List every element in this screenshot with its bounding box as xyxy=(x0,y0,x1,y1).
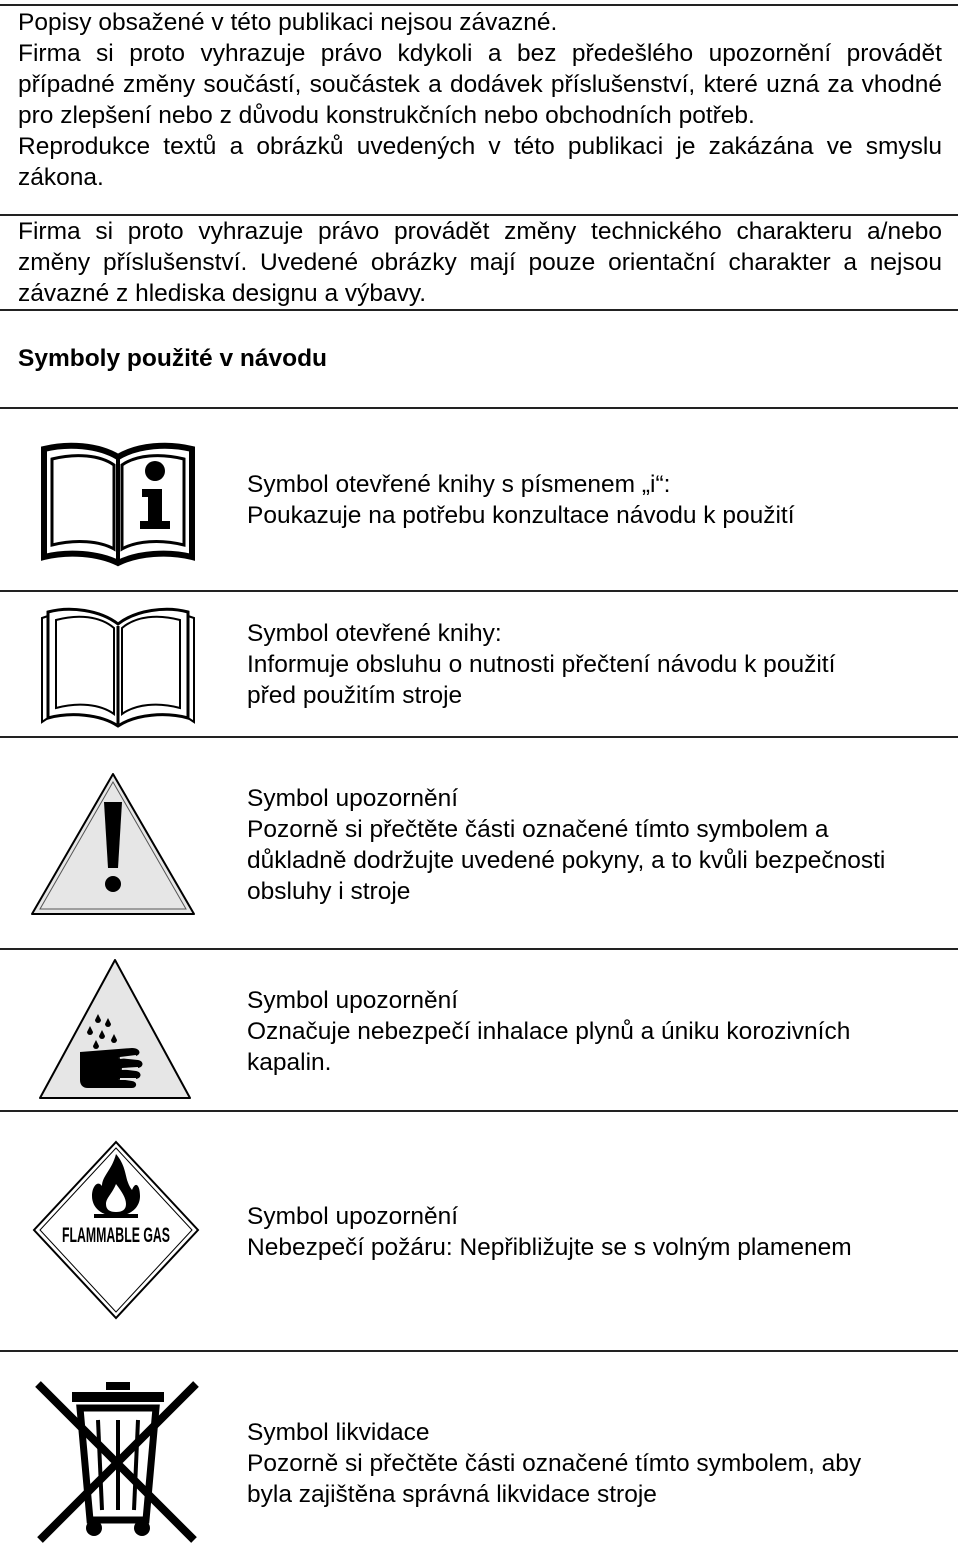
symbol-title: Symbol upozornění xyxy=(247,987,459,1014)
crossed-bin-icon xyxy=(34,1378,200,1544)
divider xyxy=(0,1350,958,1352)
corrosive-hand-icon xyxy=(36,956,194,1102)
symbol-title: Symbol otevřené knihy s písmenem „i“: xyxy=(247,471,671,498)
divider xyxy=(0,309,958,311)
flammable-gas-label: FLAMMABLE GAS xyxy=(62,1224,170,1247)
symbol-line: Pozorně si přečtěte části označené tímto symbolem, aby xyxy=(247,1450,862,1477)
intro-paragraph-reproduction: Reprodukce textů a obrázků uvedených v této publikaci je zakázána ve smyslu zákona. xyxy=(18,133,942,191)
intro-paragraph-changes: Firma si proto vyhrazuje právo kdykoli a bez předešlého upozornění provádět případné změny součástí, součástek a dodávek příslušenství, které uzná za vhodné pro zlepšení nebo z důvodu konstrukčních nebo obchodních potřeb. xyxy=(18,40,942,129)
symbol-description xyxy=(247,1417,947,1510)
symbol-line: před použitím stroje xyxy=(247,682,463,709)
symbol-line: kapalin. xyxy=(247,1049,332,1076)
symbol-title: Symbol upozornění xyxy=(247,785,459,812)
symbol-description xyxy=(247,985,947,1078)
symbol-line: byla zajištěna správná likvidace stroje xyxy=(247,1481,657,1508)
section-heading: Symboly použité v návodu xyxy=(18,345,328,372)
warning-exclamation-icon xyxy=(28,770,198,918)
symbol-description xyxy=(247,783,947,907)
divider xyxy=(0,1110,958,1112)
open-book-icon xyxy=(40,602,196,728)
symbol-line: důkladně dodržujte uvedené pokyny, a to kvůli bezpečnosti xyxy=(247,847,886,874)
symbol-description xyxy=(247,469,947,531)
symbol-line: Informuje obsluhu o nutnosti přečtení návodu k použití xyxy=(247,651,836,678)
symbol-line: obsluhy i stroje xyxy=(247,878,411,905)
intro-line: Popisy obsažené v této publikaci nejsou závazné. xyxy=(18,9,558,36)
symbol-line: Pozorně si přečtěte části označené tímto symbolem a xyxy=(247,816,829,843)
divider xyxy=(0,736,958,738)
symbol-description xyxy=(247,618,947,711)
symbol-line: Poukazuje na potřebu konzultace návodu k použití xyxy=(247,502,795,529)
symbol-title: Symbol upozornění xyxy=(247,1203,459,1230)
flammable-gas-icon xyxy=(32,1140,200,1320)
symbol-description xyxy=(247,1201,947,1263)
symbol-title: Symbol likvidace xyxy=(247,1419,430,1446)
book-info-icon xyxy=(38,437,198,565)
intro-paragraph-technical: Firma si proto vyhrazuje právo provádět změny technického charakteru a/nebo změny příslušenství. Uvedené obrázky mají pouze orientační charakter a nejsou závazné z hlediska designu a výbavy. xyxy=(18,218,942,307)
symbol-title: Symbol otevřené knihy: xyxy=(247,620,502,647)
top-rule xyxy=(0,4,958,6)
divider xyxy=(0,590,958,592)
divider xyxy=(0,948,958,950)
symbol-line: Nebezpečí požáru: Nepřibližujte se s volným plamenem xyxy=(247,1234,852,1261)
divider xyxy=(0,407,958,409)
symbol-line: Označuje nebezpečí inhalace plynů a úniku korozivních xyxy=(247,1018,851,1045)
